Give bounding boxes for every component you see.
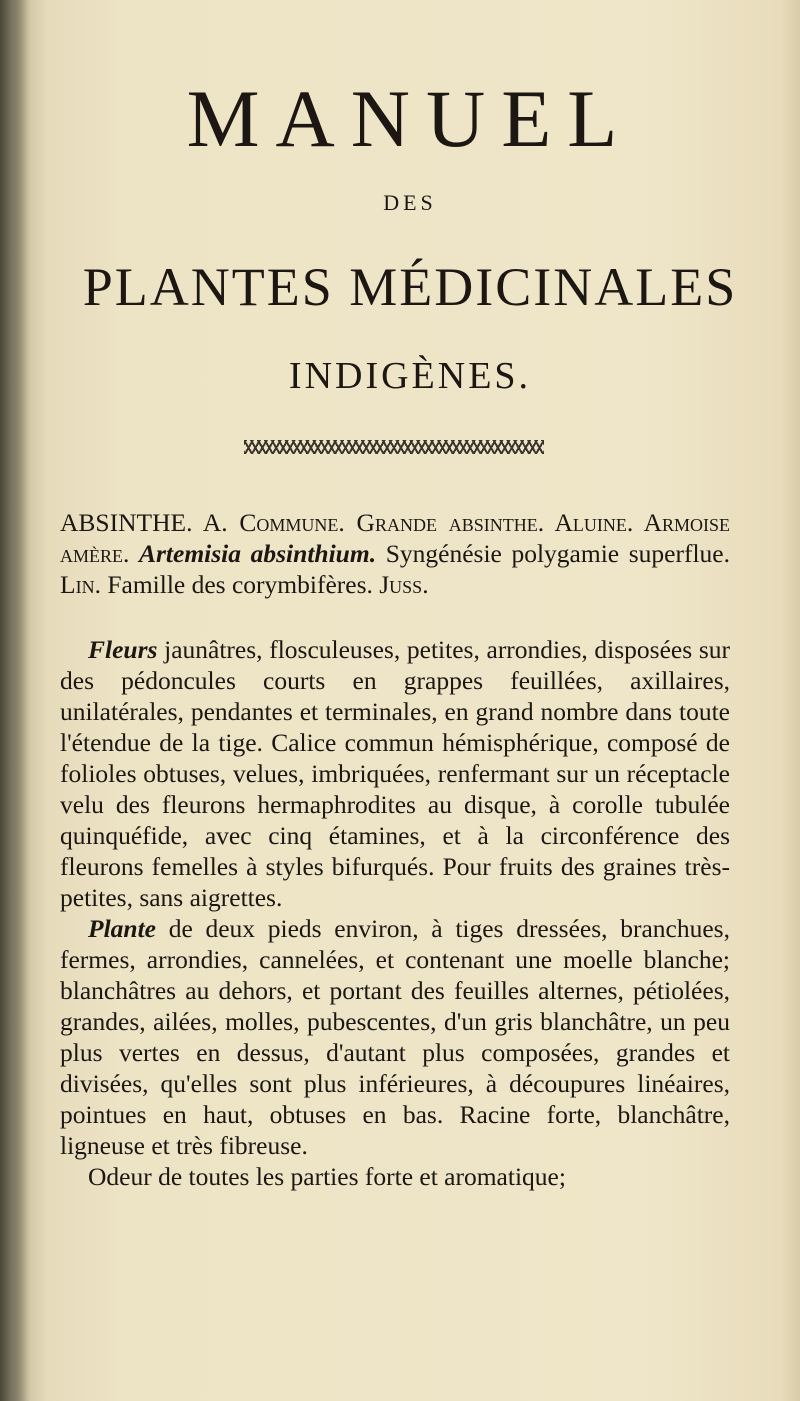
title-manuel: MANUEL	[186, 73, 634, 164]
title-des: DES	[383, 190, 437, 215]
plante-label: Plante	[88, 914, 156, 943]
paragraph-odeur: Odeur de toutes les parties forte et aromatique;	[88, 1162, 566, 1191]
entry-body	[60, 507, 730, 1192]
plante-text: de deux pieds environ, à tiges dressées, branchues, fermes, arrondies, cannelées, et contenant une moelle blanche; blanchâtres au dehors, et portant des feuilles alternes, pétiolées, grandes, ailées, molles, pubescentes, d'un gris blanchâtre, un peu plus vertes en dessus, d'autant plus composées, grandes et divisées, qu'elles sont plus inférieures, à découpures linéaires, pointues en haut, obtuses en bas. Racine forte, blanchâtre, ligneuse et très fibreuse.	[60, 914, 730, 1160]
entry-heading: ABSINTHE. A. Commune. Grande absinthe. Aluine. Armoise amère. Artemisia absinthium. Syngénésie polygamie superflue. Lin. Famille des corymbifères. Juss.	[60, 508, 730, 599]
juss-label: Juss.	[379, 570, 429, 599]
fleurs-text: jaunâtres, flosculeuses, petites, arrondies, disposées sur des pédoncules courts en grappes feuillées, axillaires, unilatérales, pendantes et terminales, en grand nombre dans toute l'étendue de la tige. Calice commun hémisphérique, composé de folioles obtuses, velues, imbriquées, renfermant sur un réceptacle velu des fleurons hermaphrodites au disque, à corolle tubulée quinquéfide, avec cinq étamines, et à la circonférence des fleurons femelles à styles bifurqués. Pour fruits des graines très-petites, sans aigrettes.	[60, 635, 730, 912]
fleurs-label: Fleurs	[88, 635, 158, 664]
entry-latin-name: Artemisia absinthium.	[139, 539, 377, 568]
paragraph-plante	[60, 913, 730, 1161]
paragraph-fleurs	[60, 634, 730, 913]
ornamental-rule	[244, 440, 544, 454]
title-indigenes: INDIGÈNES.	[288, 355, 532, 397]
title-plantes-medicinales: PLANTES MÉDICINALES	[82, 257, 738, 317]
entry-headword: ABSINTHE.	[60, 508, 193, 537]
lin-label: Lin.	[60, 570, 101, 599]
entry-synonyms: Commune. Grande absinthe. Aluine. Armoise amère.	[60, 508, 730, 568]
